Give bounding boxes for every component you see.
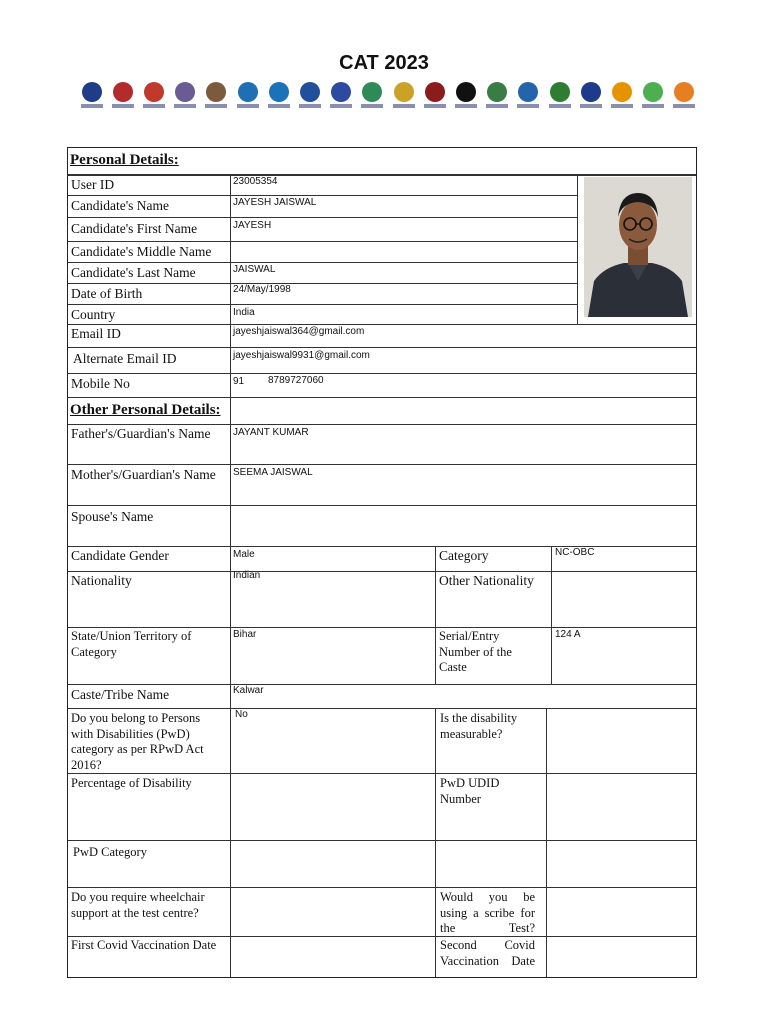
iim-ranchi-logo-caption bbox=[330, 104, 352, 108]
caste-name-label: Caste/Tribe Name bbox=[71, 687, 170, 702]
column-divider bbox=[546, 708, 547, 977]
iima-logo bbox=[81, 80, 103, 110]
mother-name-value: SEEMA JAISWAL bbox=[233, 467, 313, 478]
iim-raipur-logo bbox=[486, 80, 508, 110]
column-divider bbox=[230, 175, 231, 977]
iimb-logo-caption bbox=[112, 104, 134, 108]
iim-rohtak-logo bbox=[455, 80, 477, 110]
middle-name-label: Candidate's Middle Name bbox=[71, 244, 212, 259]
email-label: Email ID bbox=[71, 326, 121, 341]
caste-serial-value: 124 A bbox=[555, 629, 581, 640]
iim-ranchi-logo bbox=[330, 80, 352, 110]
gender-value: Male bbox=[233, 549, 255, 560]
row-divider bbox=[68, 304, 578, 305]
iim-visakhapatnam-logo bbox=[673, 80, 695, 110]
iim-kozhikode-logo-mark bbox=[238, 82, 258, 102]
user-id-value: 23005354 bbox=[233, 176, 278, 187]
iim-kozhikode-logo bbox=[237, 80, 259, 110]
scribe-label: Would you be using a scribe for the Test? bbox=[440, 890, 535, 935]
nationality-value: Indian bbox=[233, 570, 261, 581]
iim-lucknow-logo-caption bbox=[299, 104, 321, 108]
mobile-country-code: 91 bbox=[233, 376, 245, 387]
disability-percentage-label: Percentage of Disability bbox=[71, 776, 192, 790]
nationality-label: Nationality bbox=[71, 573, 132, 588]
iim-indore-logo bbox=[205, 80, 227, 110]
iim-trichy-logo bbox=[517, 80, 539, 110]
iim-kashipur-logo bbox=[361, 80, 383, 110]
wheelchair-label: Do you require wheelchair support at the test centre? bbox=[71, 890, 205, 920]
row-divider bbox=[68, 241, 578, 242]
state-category-label: State/Union Territory of Category bbox=[71, 629, 192, 659]
dob-label: Date of Birth bbox=[71, 286, 143, 301]
iim-indore-logo-mark bbox=[206, 82, 226, 102]
iim-jammu-logo-mark bbox=[269, 82, 289, 102]
column-divider bbox=[551, 546, 552, 684]
caste-serial-label: Serial/Entry Number of the Caste bbox=[439, 629, 512, 674]
iimc-logo bbox=[143, 80, 165, 110]
row-divider bbox=[68, 262, 578, 263]
column-divider bbox=[435, 708, 436, 977]
row-divider bbox=[68, 840, 696, 841]
pwd-category-label: PwD Category bbox=[73, 845, 147, 859]
country-label: Country bbox=[71, 307, 116, 322]
user-id-label: User ID bbox=[71, 177, 115, 192]
row-divider bbox=[68, 936, 696, 937]
iim-nagpur-logo-caption bbox=[393, 104, 415, 108]
row-divider bbox=[68, 217, 578, 218]
iim-jammu-logo-caption bbox=[268, 104, 290, 108]
row-divider bbox=[68, 373, 696, 374]
candidate-name-label: Candidate's Name bbox=[71, 198, 170, 213]
candidate-name-value: JAYESH JAISWAL bbox=[233, 197, 317, 208]
row-divider bbox=[68, 887, 696, 888]
personal-details-heading: Personal Details: bbox=[70, 152, 179, 168]
row-divider bbox=[68, 195, 578, 196]
iim-raipur-logo-caption bbox=[486, 104, 508, 108]
iim-visakhapatnam-logo-caption bbox=[673, 104, 695, 108]
candidate-photo bbox=[584, 177, 692, 317]
iim-bodh-gaya-logo-mark bbox=[175, 82, 195, 102]
iim-lucknow-logo bbox=[299, 80, 321, 110]
iim-trichy-logo-caption bbox=[517, 104, 539, 108]
column-divider bbox=[577, 175, 578, 325]
other-nationality-label: Other Nationality bbox=[439, 573, 534, 588]
iim-visakhapatnam-logo-mark bbox=[674, 82, 694, 102]
iim-sambalpur-logo-mark bbox=[612, 82, 632, 102]
row-divider bbox=[68, 684, 696, 685]
father-name-label: Father's/Guardian's Name bbox=[71, 426, 211, 441]
gender-label: Candidate Gender bbox=[71, 548, 169, 563]
iim-shillong-logo-mark bbox=[581, 82, 601, 102]
other-personal-details-heading: Other Personal Details: bbox=[70, 402, 221, 418]
row-divider bbox=[68, 505, 696, 506]
row-divider bbox=[68, 571, 696, 572]
first-covid-vaccination-label: First Covid Vaccination Date bbox=[71, 938, 217, 952]
row-divider bbox=[68, 174, 696, 176]
last-name-value: JAISWAL bbox=[233, 264, 276, 275]
row-divider bbox=[68, 283, 578, 284]
iim-shillong-logo-caption bbox=[580, 104, 602, 108]
iim-shillong-logo bbox=[580, 80, 602, 110]
mobile-label: Mobile No bbox=[71, 376, 130, 391]
iim-mumbai-logo-caption bbox=[642, 104, 664, 108]
iim-nagpur-logo-mark bbox=[394, 82, 414, 102]
dob-value: 24/May/1998 bbox=[233, 284, 291, 295]
row-divider bbox=[68, 397, 696, 398]
iim-udaipur-logo-mark bbox=[550, 82, 570, 102]
mother-name-label: Mother's/Guardian's Name bbox=[71, 467, 216, 482]
iim-udaipur-logo bbox=[549, 80, 571, 110]
row-divider bbox=[68, 324, 696, 325]
spouse-name-label: Spouse's Name bbox=[71, 509, 154, 524]
father-name-value: JAYANT KUMAR bbox=[233, 427, 309, 438]
iim-kashipur-logo-mark bbox=[362, 82, 382, 102]
iim-jammu-logo bbox=[268, 80, 290, 110]
iimb-logo-mark bbox=[113, 82, 133, 102]
exam-title: CAT 2023 bbox=[339, 52, 429, 74]
alternate-email-label: Alternate Email ID bbox=[73, 351, 177, 366]
iim-trichy-logo-mark bbox=[518, 82, 538, 102]
candidate-photo-image bbox=[584, 177, 692, 317]
iim-mumbai-logo bbox=[642, 80, 664, 110]
row-divider bbox=[68, 347, 696, 348]
iim-nagpur-logo bbox=[393, 80, 415, 110]
column-divider bbox=[435, 546, 436, 684]
iim-bodh-gaya-logo-caption bbox=[174, 104, 196, 108]
iim-amritsar-logo bbox=[424, 80, 446, 110]
iim-mumbai-logo-mark bbox=[643, 82, 663, 102]
iim-bodh-gaya-logo bbox=[174, 80, 196, 110]
row-divider bbox=[68, 546, 696, 547]
iim-kashipur-logo-caption bbox=[361, 104, 383, 108]
state-category-value: Bihar bbox=[233, 629, 257, 640]
pwd-question-label: Do you belong to Persons with Disabilities (PwD) category as per RPwD Act 2016? bbox=[71, 711, 204, 772]
institute-logo-strip bbox=[76, 76, 700, 120]
mobile-value: 8789727060 bbox=[268, 375, 324, 386]
iimc-logo-caption bbox=[143, 104, 165, 108]
iim-lucknow-logo-mark bbox=[300, 82, 320, 102]
row-divider bbox=[68, 424, 696, 425]
iimb-logo bbox=[112, 80, 134, 110]
iim-sambalpur-logo bbox=[611, 80, 633, 110]
iim-raipur-logo-mark bbox=[487, 82, 507, 102]
iim-sambalpur-logo-caption bbox=[611, 104, 633, 108]
row-divider bbox=[68, 627, 696, 628]
iim-ranchi-logo-mark bbox=[331, 82, 351, 102]
disability-measurable-label: Is the disability measurable? bbox=[440, 711, 518, 741]
pwd-question-value: No bbox=[235, 709, 248, 720]
alternate-email-value: jayeshjaiswal9931@gmail.com bbox=[233, 350, 370, 361]
row-divider bbox=[68, 708, 696, 709]
second-covid-vaccination-label: Second Covid Vaccination Date bbox=[440, 938, 535, 968]
iim-amritsar-logo-caption bbox=[424, 104, 446, 108]
iima-logo-caption bbox=[81, 104, 103, 108]
iim-amritsar-logo-mark bbox=[425, 82, 445, 102]
iim-rohtak-logo-caption bbox=[455, 104, 477, 108]
iim-kozhikode-logo-caption bbox=[237, 104, 259, 108]
last-name-label: Candidate's Last Name bbox=[71, 265, 196, 280]
email-value: jayeshjaiswal364@gmail.com bbox=[233, 326, 365, 337]
row-divider bbox=[68, 464, 696, 465]
caste-name-value: Kalwar bbox=[233, 685, 264, 696]
first-name-label: Candidate's First Name bbox=[71, 221, 198, 236]
iim-udaipur-logo-caption bbox=[549, 104, 571, 108]
category-label: Category bbox=[439, 548, 489, 563]
first-name-value: JAYESH bbox=[233, 220, 272, 231]
category-value: NC-OBC bbox=[555, 547, 595, 558]
row-divider bbox=[68, 773, 696, 774]
pwd-udid-label: PwD UDID Number bbox=[440, 776, 500, 806]
iim-indore-logo-caption bbox=[205, 104, 227, 108]
country-value: India bbox=[233, 307, 255, 318]
iim-rohtak-logo-mark bbox=[456, 82, 476, 102]
iimc-logo-mark bbox=[144, 82, 164, 102]
iima-logo-mark bbox=[82, 82, 102, 102]
